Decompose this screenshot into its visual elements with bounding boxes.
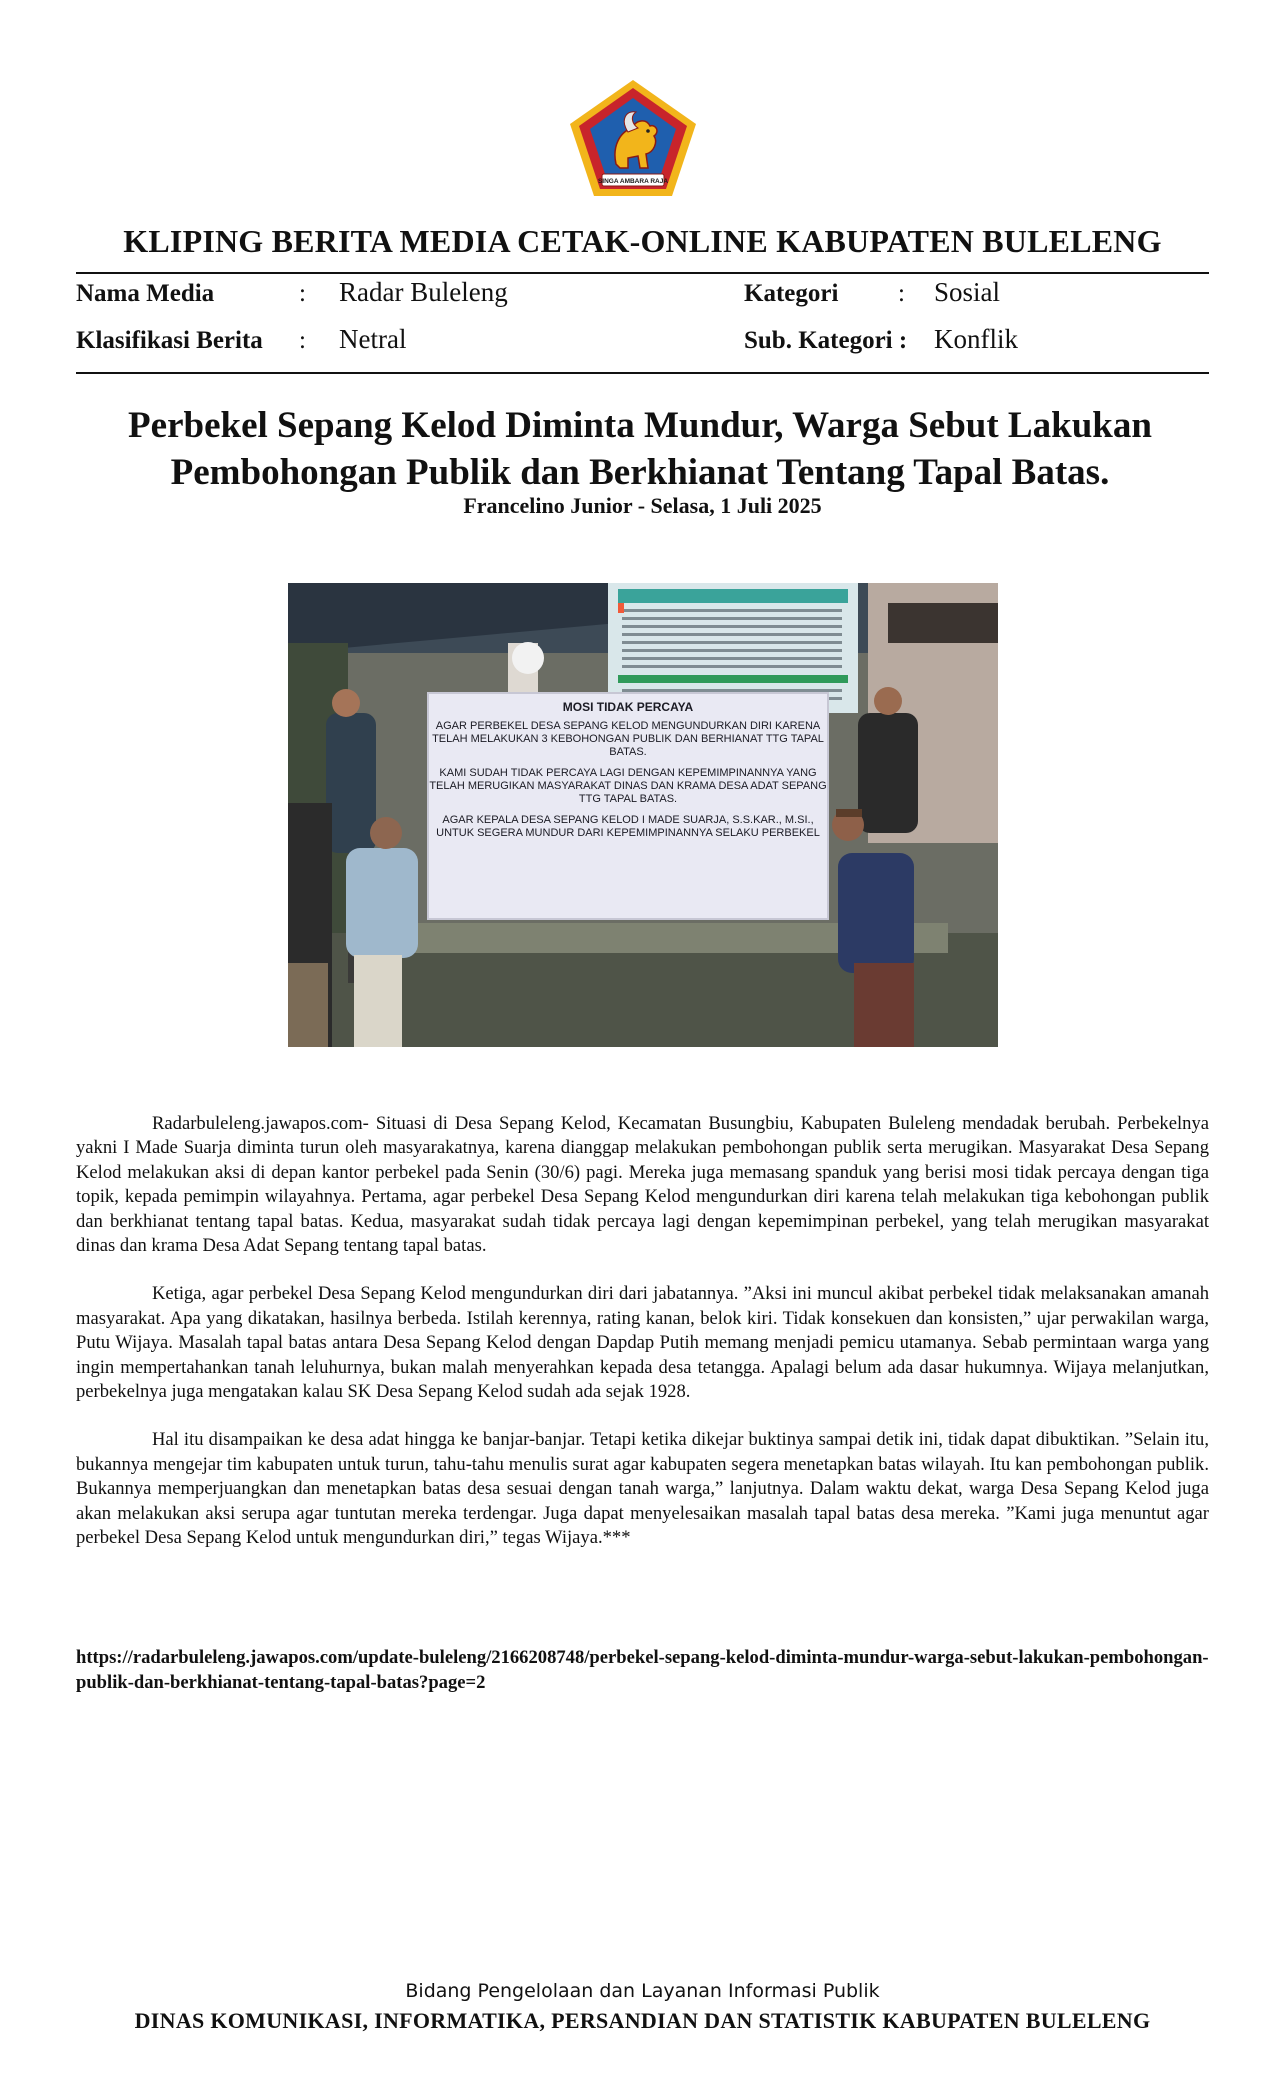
- banner-title: MOSI TIDAK PERCAYA: [562, 700, 694, 714]
- category-colon: :: [898, 280, 905, 307]
- singa-ambara-raja-emblem: [566, 76, 700, 200]
- svg-text:SINGA AMBARA RAJA: SINGA AMBARA RAJA: [597, 178, 669, 185]
- media-label: Nama Media: [76, 280, 215, 307]
- classification-value: Netral: [339, 324, 407, 354]
- footer-organization: DINAS KOMUNIKASI, INFORMATIKA, PERSANDIAN DAN STATISTIK KABUPATEN BULELENG: [134, 2008, 1151, 2033]
- header-rule-bottom: [76, 372, 1209, 374]
- media-value: Radar Buleleng: [339, 277, 508, 307]
- subcategory-label: Sub. Kategori :: [744, 327, 908, 354]
- banner-line-2: KAMI SUDAH TIDAK PERCAYA LAGI DENGAN KEPEMIMPINANNYA YANG TELAH MERUGIKAN MASYARAKAT DINAS DAN KRAMA DESA ADAT SEPANG TTG TAPAL BATAS.: [429, 767, 827, 805]
- article-paragraph: Radarbuleleng.jawapos.com- Situasi di Desa Sepang Kelod, Kecamatan Busungbiu, Kabupaten Buleleng mendadak berubah. Perbekelnya yakni I Made Suarja diminta turun oleh masyarakatnya, karena dianggap melakukan pembohongan publik serta merugikan. Masyarakat Desa Sepang Kelod melakukan aksi di depan kantor perbekel pada Senin (30/6) pagi. Mereka juga memasang spanduk yang berisi mosi tidak percaya dengan tiga topik, kepada pemimpin wilayahnya. Pertama, agar perbekel Desa Sepang Kelod mengundurkan diri karena telah melakukan tiga kebohongan publik dan berkhianat tentang tapal batas. Kedua, masyarakat sudah tidak percaya lagi dengan kepemimpinan perbekel, yang telah merugikan masyarakat dinas dan krama Desa Adat Sepang tentang tapal batas.: [76, 1113, 1209, 1257]
- article-photo: [288, 583, 998, 1047]
- article-body: [76, 1112, 1209, 1575]
- buleleng-regency-logo: [566, 76, 700, 200]
- meta-row-media: [76, 277, 1209, 317]
- banner-line-3: AGAR KEPALA DESA SEPANG KELOD I MADE SUARJA, S.S.KAR., M.SI., UNTUK SEGERA MUNDUR DARI KEPEMIMPINANNYA SELAKU PERBEKEL: [436, 814, 820, 839]
- article-paragraph: Ketiga, agar perbekel Desa Sepang Kelod mengundurkan diri dari jabatannya. ”Aksi ini muncul akibat perbekel tidak melaksanakan amanah masyarakat. Apa yang dikatakan, hasilnya berbeda. Istilah kerennya, rating kanan, belok kiri. Tidak konsekuen dan konsisten,” ujar perwakilan warga, Putu Wijaya. Masalah tapal batas antara Desa Sepang Kelod dengan Dapdap Putih memang menjadi pemicu utamanya. Sebab permintaan warga yang ingin mempertahankan tanah leluhurnya, bukan malah menyerahkan kepada desa tetangga. Apalagi belum ada dasar hukumnya. Wijaya melanjutkan, perbekelnya juga mengatakan kalau SK Desa Sepang Kelod sudah ada sejak 1928.: [76, 1283, 1209, 1403]
- classification-label: Klasifikasi Berita: [76, 327, 263, 354]
- banner-line-1: AGAR PERBEKEL DESA SEPANG KELOD MENGUNDURKAN DIRI KARENA TELAH MELAKUKAN 3 KEBOHONGAN PUBLIK DAN BERHIANAT TTG TAPAL BATAS.: [432, 720, 824, 758]
- footer-department: Bidang Pengelolaan dan Layanan Informasi Publik: [405, 1980, 880, 2002]
- subcategory-value: Konflik: [934, 324, 1018, 354]
- meta-row-classification: [76, 324, 1209, 364]
- banner-text: [428, 701, 828, 848]
- source-link[interactable]: https://radarbuleleng.jawapos.com/update-buleleng/2166208748/perbekel-sepang-kelod-diminta-mundur-warga-sebut-lakukan-pembohongan-publik-dan-berkhianat-tentang-tapal-batas?page=2: [76, 1647, 1209, 1693]
- category-value: Sosial: [934, 277, 1001, 307]
- article-headline: Perbekel Sepang Kelod Diminta Mundur, Warga Sebut Lakukan Pembohongan Publik dan Berkhianat Tentang Tapal Batas.: [128, 405, 1152, 493]
- header-rule-top: [76, 272, 1209, 274]
- category-label: Kategori: [744, 280, 839, 307]
- article-byline: Francelino Junior - Selasa, 1 Juli 2025: [463, 493, 822, 518]
- clipping-title: KLIPING BERITA MEDIA CETAK-ONLINE KABUPATEN BULELENG: [123, 223, 1162, 259]
- article-paragraph: Hal itu disampaikan ke desa adat hingga ke banjar-banjar. Tetapi ketika dikejar buktinya sampai detik ini, tidak dapat dibuktikan. ”Selain itu, bukannya mengejar tim kabupaten untuk turun, tahu-tahu menulis surat agar kabupaten segera menetapkan batas wilayah. Itu kan pembohongan publik. Bukannya memperjuangkan dan menetapkan batas desa sesuai dengan tanah warga,” lanjutnya. Dalam waktu dekat, warga Desa Sepang Kelod juga akan melakukan aksi serupa agar tuntutan mereka terdengar. Juga dapat menyelesaikan masalah tapal batas desa mereka. ”Kami juga menuntut agar perbekel Desa Sepang Kelod untuk mengundurkan diri,” tegas Wijaya.***: [76, 1429, 1209, 1549]
- media-colon: :: [299, 280, 306, 307]
- classification-colon: :: [299, 327, 306, 354]
